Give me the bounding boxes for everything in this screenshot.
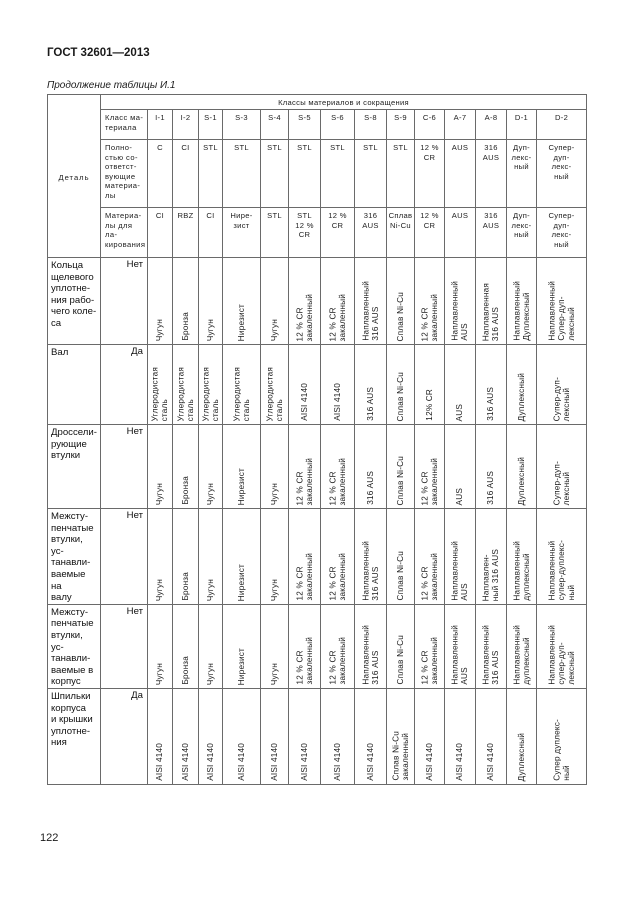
cell-text: I-1 — [155, 113, 165, 122]
cell-text: Чугун — [155, 662, 165, 685]
cell-text: 316 AUS — [365, 387, 375, 421]
cell-text: CI — [206, 211, 215, 220]
cell-text: Супер- дуп- лекс- ный — [548, 143, 575, 181]
cell-text: AISI 4140 — [299, 383, 309, 421]
material-cell — [173, 604, 199, 688]
class-cell-full — [148, 140, 173, 208]
lubrication-flag: Нет — [101, 509, 148, 605]
class-cell-full — [415, 140, 445, 208]
material-cell — [507, 425, 537, 509]
class-cell-mat — [289, 208, 321, 258]
material-cell — [148, 688, 173, 784]
material-cell — [321, 604, 355, 688]
material-cell — [173, 258, 199, 345]
cell-text: Наплавленный AUS — [450, 625, 469, 685]
class-cell-code — [355, 110, 387, 140]
cell-text: C — [157, 143, 163, 152]
cell-text: Углеродистая сталь — [264, 366, 284, 421]
material-cell — [445, 345, 476, 425]
cell-text: 12 % CR — [420, 143, 439, 162]
cell-text: D-2 — [554, 113, 569, 122]
material-cell — [507, 604, 537, 688]
material-cell — [537, 345, 587, 425]
cell-text: AISI 4140 — [332, 743, 342, 781]
cell-text: Углеродистая сталь — [175, 366, 195, 421]
table-row — [48, 345, 587, 425]
cell-text: Дуплексный — [516, 456, 526, 505]
cell-text: 12 % CR закаленный — [327, 553, 347, 601]
table-row — [48, 604, 587, 688]
material-cell — [476, 688, 507, 784]
cell-text: 12 % CR закаленный — [419, 637, 439, 685]
class-cell-mat — [355, 208, 387, 258]
class-cell-full — [321, 140, 355, 208]
table-continuation-caption: Продолжение таблицы И.1 — [47, 80, 176, 91]
cell-text: Чугун — [205, 578, 215, 601]
material-cell — [173, 425, 199, 509]
material-cell — [476, 509, 507, 605]
material-cell — [261, 688, 289, 784]
material-cell — [507, 688, 537, 784]
material-cell — [445, 509, 476, 605]
lubrication-flag: Да — [101, 345, 148, 425]
class-cell-full — [537, 140, 587, 208]
lubrication-flag: Нет — [101, 425, 148, 509]
material-cell — [289, 258, 321, 345]
material-cell — [387, 604, 415, 688]
material-cell — [537, 258, 587, 345]
cell-text: 12 % CR закаленный — [327, 457, 347, 505]
cell-text: CI — [181, 143, 190, 152]
cell-text: Чугун — [205, 482, 215, 505]
table-row — [48, 688, 587, 784]
cell-text: S-1 — [204, 113, 217, 122]
cell-text: AISI 4140 — [205, 743, 215, 781]
cell-text: AISI 4140 — [332, 383, 342, 421]
table-row — [48, 425, 587, 509]
cell-text: 316 AUS — [362, 211, 379, 230]
cell-text: Наплавленный 316 AUS — [360, 281, 380, 341]
class-cell-code — [289, 110, 321, 140]
material-cell — [223, 688, 261, 784]
class-cell-mat — [261, 208, 289, 258]
cell-text: AISI 4140 — [486, 743, 496, 781]
material-cell — [415, 509, 445, 605]
class-cell-mat — [199, 208, 223, 258]
material-cell — [445, 425, 476, 509]
cell-text: STL — [330, 143, 345, 152]
full-materials-label: Полно- стью со- ответст- вующие материа- лы — [101, 140, 148, 208]
material-cell — [199, 345, 223, 425]
material-cell — [223, 604, 261, 688]
cell-text: 12 % CR закаленный — [419, 293, 439, 341]
cell-text: Сплав Ni-Cu — [395, 635, 405, 685]
cell-text: AISI 4140 — [455, 743, 465, 781]
cell-text: Нирезист — [236, 303, 246, 341]
material-cell — [507, 509, 537, 605]
cell-text: Сплав Ni-Cu — [395, 291, 405, 341]
class-cell-code — [537, 110, 587, 140]
cell-text: Наплавленный 316 AUS — [481, 625, 500, 685]
material-cell — [223, 258, 261, 345]
material-cell — [355, 604, 387, 688]
material-cell — [355, 345, 387, 425]
material-cell — [537, 509, 587, 605]
table-row — [48, 258, 587, 345]
cell-text: Сплав Ni-Cu — [388, 211, 413, 230]
cell-text: Нирезист — [236, 647, 246, 685]
cell-text: Сплав Ni-Cu — [395, 455, 405, 505]
material-cell — [261, 258, 289, 345]
class-cell-full — [223, 140, 261, 208]
material-cell — [415, 345, 445, 425]
material-cell — [261, 509, 289, 605]
material-cell — [415, 425, 445, 509]
cell-text: 12 % CR — [420, 211, 439, 230]
material-cell — [507, 258, 537, 345]
cell-text: Дуплексный — [516, 732, 526, 781]
cell-text: Наплавлен- ный 316 AUS — [481, 548, 500, 601]
cell-text: AISI 4140 — [299, 743, 309, 781]
cell-text: Чугун — [155, 318, 165, 341]
cell-text: Наплавленный 316 AUS — [360, 625, 380, 685]
cell-text: Углеродистая сталь — [200, 366, 220, 421]
cell-text: Наплавленный супер-дуп- лексный — [547, 625, 576, 685]
cell-text: STL 12 % CR — [295, 211, 314, 240]
cell-text: Дуплексный — [516, 372, 526, 421]
material-cell — [445, 258, 476, 345]
material-cell — [537, 425, 587, 509]
class-cell-code — [476, 110, 507, 140]
material-cell — [387, 425, 415, 509]
cell-text: AISI 4140 — [155, 743, 165, 781]
material-cell — [223, 425, 261, 509]
material-cell — [445, 688, 476, 784]
class-cell-full — [355, 140, 387, 208]
material-cell — [173, 509, 199, 605]
lubrication-flag: Нет — [101, 604, 148, 688]
material-cell — [321, 425, 355, 509]
cell-text: Дуп- лекс- ный — [511, 211, 532, 240]
cell-text: S-9 — [394, 113, 407, 122]
cell-text: Чугун — [155, 482, 165, 505]
class-cell-code — [148, 110, 173, 140]
cell-text: 316 AUS — [482, 211, 500, 230]
materials-table — [47, 94, 587, 785]
cell-text: Сплав Ni-Cu — [395, 551, 405, 601]
class-cell-mat — [537, 208, 587, 258]
cell-text: Наплавленный дуплексный — [511, 625, 531, 685]
cell-text: Нирезист — [236, 563, 246, 601]
class-cell-mat — [321, 208, 355, 258]
class-cell-full — [476, 140, 507, 208]
part-name: Вал — [48, 345, 101, 425]
material-cell — [415, 604, 445, 688]
cell-text: Углеродистая сталь — [231, 366, 251, 421]
class-cell-full — [507, 140, 537, 208]
cell-text: S-4 — [268, 113, 281, 122]
class-cell-full — [289, 140, 321, 208]
class-cell-code — [261, 110, 289, 140]
cell-text: AUS — [455, 403, 465, 421]
cell-text: 12 % CR закаленный — [327, 637, 347, 685]
material-cell — [173, 688, 199, 784]
cell-text: Чугун — [205, 662, 215, 685]
cell-text: A-8 — [484, 113, 498, 122]
page-title: ГОСТ 32601—2013 — [47, 47, 150, 59]
material-cell — [387, 258, 415, 345]
cell-text: Наплавленный дуплексный — [511, 541, 531, 601]
part-name: Межсту- пенчатые втулки, ус- танавли- ваемые на валу — [48, 509, 101, 605]
cell-text: Наплавленная 316 AUS — [481, 282, 500, 341]
cell-text: 12 % CR закаленный — [294, 293, 314, 341]
cell-text: Сплав Ni-Cu закаленный — [390, 731, 410, 781]
material-cell — [199, 604, 223, 688]
cell-text: 316 AUS — [486, 387, 496, 421]
material-cell — [321, 345, 355, 425]
material-cell — [289, 425, 321, 509]
lubrication-flag: Нет — [101, 258, 148, 345]
cell-text: AUS — [455, 487, 465, 505]
part-name: Дроссели- рующие втулки — [48, 425, 101, 509]
class-cell-full — [199, 140, 223, 208]
cell-text: S-3 — [235, 113, 248, 122]
material-cell — [289, 345, 321, 425]
cell-text: AISI 4140 — [365, 743, 375, 781]
cell-text: Супер дуплекс- ный — [551, 719, 571, 781]
cell-text: 12 % CR закаленный — [294, 553, 314, 601]
material-cell — [261, 425, 289, 509]
class-row-label: Класс ма- териала — [101, 110, 148, 140]
cell-text: Чугун — [269, 662, 279, 685]
cell-text: Чугун — [269, 482, 279, 505]
cell-text: Супер-дуп- лексный — [551, 376, 571, 421]
material-cell — [387, 345, 415, 425]
cell-text: I-2 — [180, 113, 191, 122]
cell-text: S-8 — [364, 113, 377, 122]
class-cell-code — [415, 110, 445, 140]
cell-text: STL — [234, 143, 249, 152]
material-cell — [321, 509, 355, 605]
cell-text: 12 % CR закаленный — [294, 637, 314, 685]
material-cell — [321, 688, 355, 784]
material-cell — [148, 345, 173, 425]
cell-text: D-1 — [514, 113, 529, 122]
lacquer-materials-label: Материа- лы для ла- кирования — [101, 208, 148, 258]
class-cell-code — [223, 110, 261, 140]
cell-text: Супер-дуп- лексный — [551, 460, 571, 505]
material-cell — [199, 509, 223, 605]
cell-text: Нирезист — [236, 467, 246, 505]
class-cell-code — [387, 110, 415, 140]
class-cell-code — [507, 110, 537, 140]
material-cell — [261, 345, 289, 425]
material-cell — [355, 425, 387, 509]
class-cell-mat — [507, 208, 537, 258]
material-cell — [148, 604, 173, 688]
material-cell — [289, 509, 321, 605]
material-cell — [355, 258, 387, 345]
cell-text: 12 % CR закаленный — [327, 293, 347, 341]
class-cell-mat — [148, 208, 173, 258]
cell-text: AUS — [451, 143, 469, 152]
cell-text: AUS — [451, 211, 469, 220]
material-cell — [355, 509, 387, 605]
material-cell — [507, 345, 537, 425]
cell-text: Наплавленный AUS — [450, 281, 469, 341]
cell-text: Супер- дуп- лекс- ный — [548, 211, 575, 249]
cell-text: Наплавленный супер-дуплекс- ный — [547, 540, 576, 601]
material-cell — [476, 604, 507, 688]
cell-text: S-6 — [331, 113, 344, 122]
cell-text: 12 % CR закаленный — [294, 457, 314, 505]
material-cell — [199, 688, 223, 784]
cell-text: AISI 4140 — [236, 743, 246, 781]
material-cell — [476, 258, 507, 345]
cell-text: Углеродистая сталь — [150, 366, 169, 421]
cell-text: Наплавленный Супер-дуп- лексный — [547, 281, 576, 341]
material-cell — [148, 425, 173, 509]
material-cell — [415, 688, 445, 784]
material-cell — [199, 258, 223, 345]
cell-text: 316 AUS — [482, 143, 500, 162]
material-cell — [148, 509, 173, 605]
lubrication-flag: Да — [101, 688, 148, 784]
cell-text: 12 % CR — [328, 211, 347, 230]
class-cell-full — [173, 140, 199, 208]
cell-text: Наплавленный Дуплексный — [511, 281, 531, 341]
page-number: 122 — [40, 832, 59, 844]
cell-text: Бронза — [180, 656, 190, 685]
cell-text: CI — [155, 211, 165, 220]
cell-text: Сплав Ni-Cu — [395, 371, 405, 421]
material-cell — [537, 688, 587, 784]
class-cell-full — [445, 140, 476, 208]
class-cell-mat — [445, 208, 476, 258]
cell-text: Бронза — [180, 476, 190, 505]
material-cell — [355, 688, 387, 784]
cell-text: Дуп- лекс- ный — [511, 143, 532, 172]
class-cell-code — [199, 110, 223, 140]
cell-text: Чугун — [205, 318, 215, 341]
class-cell-code — [445, 110, 476, 140]
cell-text: Нире- зист — [230, 211, 253, 230]
cell-text: Чугун — [155, 578, 165, 601]
class-cell-mat — [415, 208, 445, 258]
part-name: Кольца щелевого уплотне- ния рабо- чего коле- са — [48, 258, 101, 345]
cell-text: Бронза — [180, 312, 190, 341]
material-cell — [199, 425, 223, 509]
cell-text: Бронза — [180, 572, 190, 601]
cell-text: A-7 — [453, 113, 467, 122]
material-cell — [476, 425, 507, 509]
cell-text: 12 % CR закаленный — [419, 553, 439, 601]
material-cell — [387, 688, 415, 784]
class-cell-full — [387, 140, 415, 208]
cell-text: STL — [267, 143, 282, 152]
cell-text: 316 AUS — [365, 471, 375, 505]
cell-text: Наплавленный 316 AUS — [360, 541, 380, 601]
material-cell — [289, 688, 321, 784]
cell-text: STL — [363, 143, 378, 152]
class-cell-mat — [173, 208, 199, 258]
cell-text: STL — [203, 143, 218, 152]
cell-text: Наплавленный AUS — [450, 541, 469, 601]
material-cell — [415, 258, 445, 345]
class-cell-code — [321, 110, 355, 140]
material-cell — [321, 258, 355, 345]
class-cell-code — [173, 110, 199, 140]
cell-text: STL — [297, 143, 312, 152]
part-name: Межсту- пенчатые втулки, ус- танавли- ваемые в корпус — [48, 604, 101, 688]
table-row — [48, 509, 587, 605]
material-cell — [148, 258, 173, 345]
material-cell — [173, 345, 199, 425]
material-cell — [261, 604, 289, 688]
cell-text: STL — [267, 211, 282, 220]
material-cell — [223, 509, 261, 605]
cell-text: Чугун — [269, 578, 279, 601]
class-cell-full — [261, 140, 289, 208]
material-cell — [537, 604, 587, 688]
material-cell — [445, 604, 476, 688]
cell-text: S-5 — [298, 113, 311, 122]
material-cell — [476, 345, 507, 425]
cell-text: 12 % CR закаленный — [419, 457, 439, 505]
cell-text: STL — [393, 143, 408, 152]
material-cell — [289, 604, 321, 688]
detail-header: Деталь — [48, 95, 101, 258]
material-cell — [387, 509, 415, 605]
class-cell-mat — [387, 208, 415, 258]
material-classes-header: Классы материалов и сокращения — [101, 95, 587, 110]
part-name: Шпильки корпуса и крышки уплотне- ния — [48, 688, 101, 784]
cell-text: 316 AUS — [486, 471, 496, 505]
cell-text: AISI 4140 — [180, 743, 190, 781]
cell-text: RBZ — [177, 211, 194, 220]
cell-text: C-6 — [422, 113, 437, 122]
cell-text: AISI 4140 — [269, 743, 279, 781]
cell-text: 12% CR — [424, 389, 434, 421]
cell-text: Чугун — [269, 318, 279, 341]
material-cell — [223, 345, 261, 425]
class-cell-mat — [476, 208, 507, 258]
cell-text: AISI 4140 — [424, 743, 434, 781]
class-cell-mat — [223, 208, 261, 258]
